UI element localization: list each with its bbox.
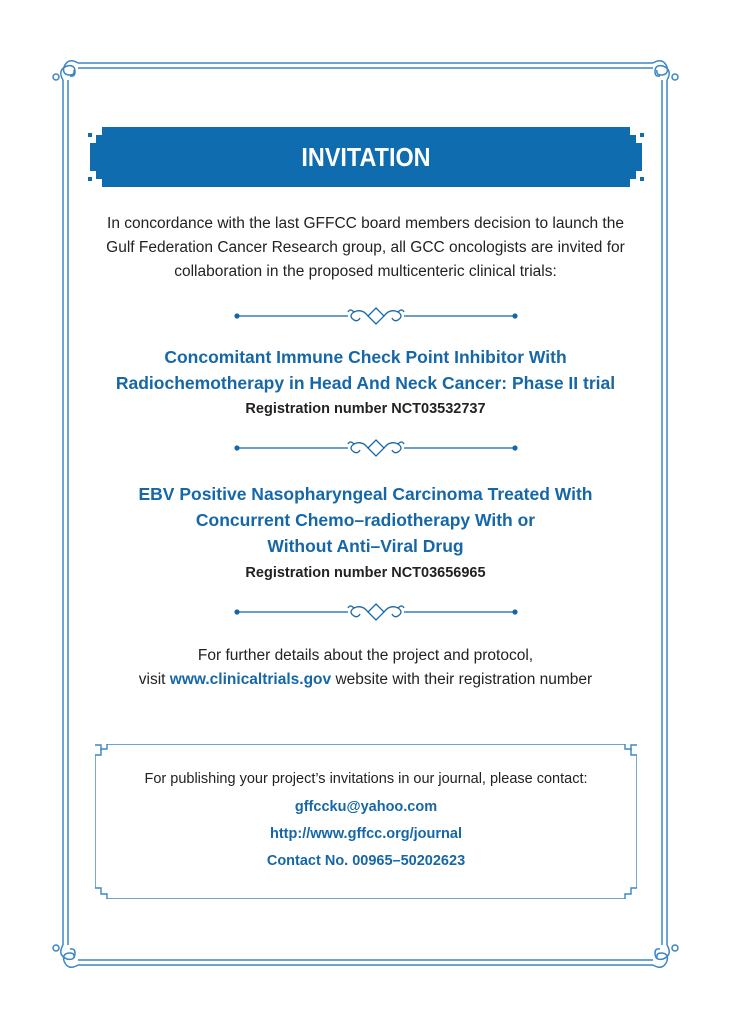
- ornamental-divider: [232, 601, 520, 623]
- registration-number: Registration number NCT03656965: [245, 565, 486, 581]
- registration-number: Registration number NCT03532737: [245, 401, 486, 417]
- details-paragraph: [60, 644, 671, 692]
- clinicaltrials-link[interactable]: www.clinicaltrials.gov: [169, 671, 332, 688]
- trial-title: [60, 344, 671, 396]
- ornamental-divider: [232, 437, 520, 459]
- contact-phone: Contact No. 00965–50202623: [266, 853, 466, 869]
- intro-line: In concordance with the last GFFCC board members decision to launch the: [107, 215, 624, 232]
- contact-content: [95, 769, 637, 878]
- contact-intro: For publishing your project’s invitations in our journal, please contact:: [144, 771, 588, 787]
- details-line: For further details about the project and protocol,: [197, 647, 534, 664]
- intro-line: Gulf Federation Cancer Research group, all GCC oncologists are invited for: [106, 239, 625, 256]
- details-line: [60, 668, 671, 692]
- details-prefix: visit: [138, 671, 170, 688]
- invitation-banner: [88, 127, 644, 187]
- contact-website[interactable]: http://www.gffcc.org/journal: [270, 826, 462, 842]
- intro-line: collaboration in the proposed multicenteric clinical trials:: [174, 263, 557, 280]
- contact-email[interactable]: gffccku@yahoo.com: [294, 799, 438, 815]
- trial-title-line: Radiochemotherapy in Head And Neck Cancer: Phase II trial: [115, 373, 616, 393]
- trial-title-line: Concomitant Immune Check Point Inhibitor With: [164, 347, 567, 367]
- ornamental-divider: [232, 305, 520, 327]
- page-title: INVITATION: [301, 141, 431, 172]
- trial-title: [60, 481, 671, 559]
- trial-title-line: Concurrent Chemo–radiotherapy With or: [195, 510, 536, 530]
- trial-title-line: EBV Positive Nasopharyngeal Carcinoma Treated With: [138, 484, 593, 504]
- intro-paragraph: [70, 212, 661, 284]
- contact-box: [95, 744, 637, 899]
- trial-title-line: Without Anti–Viral Drug: [267, 536, 464, 556]
- details-suffix: website with their registration number: [331, 671, 593, 688]
